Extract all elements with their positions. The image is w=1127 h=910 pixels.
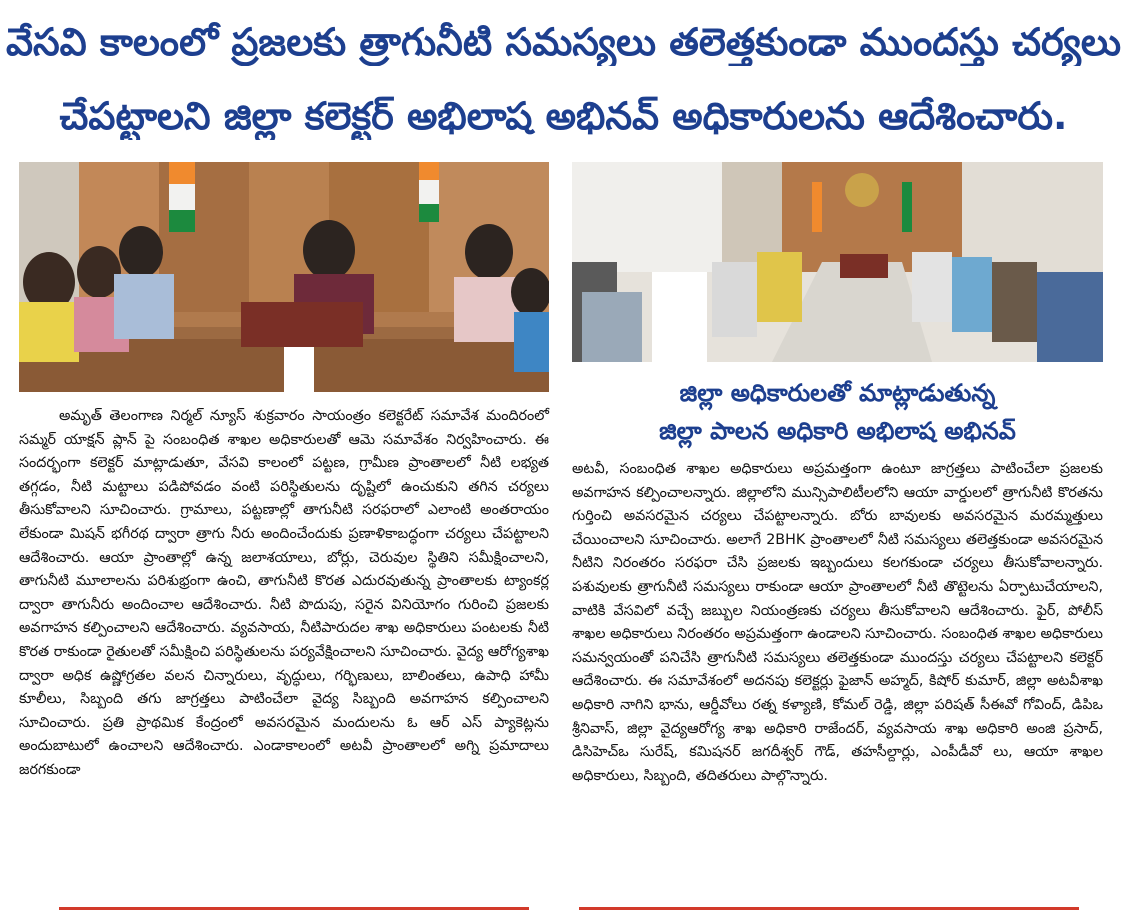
article-right-column <box>572 458 1103 788</box>
headline-line-1: వేసవి కాలంలో ప్రజలకు త్రాగునీటి సమస్యలు తలెత్తకుండా ముందస్తు చర్యలు <box>5 20 1122 64</box>
article-left-column <box>19 405 549 783</box>
headline-line-2: చేపట్టాలని జిల్లా కలెక్టర్ అభిలాష అభినవ్ అధికారులను ఆదేశించారు. <box>59 94 1068 138</box>
article-left-text: అమృత్ తెలంగాణ నిర్మల్ న్యూస్ శుక్రవారం సాయంత్రం కలెక్టరేట్ సమావేశ మందిరంలో సమ్మర్ యాక్షన్ ప్లాన్ పై సంబంధిత శాఖల అధికారులతో ఆమె సమావేశం నిర్వహించారు. ఈ సందర్భంగా కలెక్టర్ మాట్లాడుతూ, వేసవి కాలంలో పట్టణ, గ్రామీణ ప్రాంతాలలో నీటి లభ్యత తగ్గడం, నీటి మట్టాలు పడిపోవడం వంటి పరిస్థితులను దృష్టిలో ఉంచుకుని తగిన చర్యలు తీసుకోవాలని సూచించారు. గ్రామాలు, పట్టణాల్లో తాగునీటి సరఫరాలో ఎలాంటి అంతరాయం లేకుండా మిషన్ భగీరథ ద్వారా త్రాగు నీరు అందించేందుకు ప్రణాళికాబద్ధంగా చర్యలు చేపట్టాలని ఆదేశించారు. ఆయా ప్రాంతాల్లో ఉన్న జలాశయాలు, బోర్లు, చెరువుల స్థితిని సమీక్షించాలని, తాగునీటి మూలాలను పరిశుభ్రంగా ఉంచి, తాగునీటి కొరత ఎదురవుతున్న ప్రాంతాలకు ట్యాంకర్ల ద్వారా తాగునీరు అందించాల ఆదేశించారు. నీటి పొదుపు, సరైన వినియోగం గురించి ప్రజలకు అవగాహన కల్పించాలని ఆదేశించారు. వ్యవసాయ, నీటిపారుదల శాఖ అధికారులు పంటలకు నీటి కొరత రాకుండా రైతులతో సమీక్షించి పరిస్థితులను పర్యవేక్షించాలని సూచించారు. వైద్య ఆరోగ్యశాఖ ద్వారా అధిక ఉష్ణోగ్రతల వలన చిన్నారులు, వృద్ధులు, గర్భిణులు, బాలింతలు, ఉపాధి హామీ కూలీలు, సిబ్బంది తగు జాగ్రత్తలు పాటించేలా వైద్య సిబ్బంది అవగాహన కల్పించాలని సూచించారు. ప్రతి ప్రాథమిక కేంద్రంలో అవసరమైన మందులను ఓ ఆర్ ఎస్ ప్యాకెట్లను అందుబాటులో ఉంచాలని ఆదేశించారు. ఎండాకాలంలో అటవీ ప్రాంతాలలో అగ్ని ప్రమాదాలు జరగకుండా <box>19 408 549 778</box>
meeting-photo-collector-art <box>19 162 549 392</box>
photo-caption-line-1: జిల్లా అధికారులతో మాట్లాడుతున్న <box>679 379 996 407</box>
article-right-text: అటవీ, సంబంధిత శాఖల అధికారులు అప్రమత్తంగా ఉంటూ జాగ్రత్తలు పాటించేలా ప్రజలకు అవగాహన కల్పించాలన్నారు. జిల్లాలోని మున్సిపాలిటీలలోని ఆయా వార్డులలో త్రాగునీటి కొరతను గుర్తించి అవసరమైన చర్యలు చేపట్టాలన్నారు. బోరు బావులకు అవసరమైన మరమ్మత్తులు చేయించాలని సూచించారు. అలాగే 2BHK ప్రాంతాలలో నీటి సమస్యలు తలెత్తకుండా అవసరమైన నీటిని నిరంతరం సరఫరా చేసి ప్రజలకు ఇబ్బందులు కలగకుండా చర్యలు తీసుకోవాలన్నారు. పశువులకు త్రాగునీటి సమస్యలు రాకుండా ఆయా ప్రాంతాలలో నీటి తొట్టెలను ఏర్పాటుచేయాలని, వాటికి వేసవిలో వచ్చే జబ్బుల నియంత్రణకు చర్యలు తీసుకోవాలని ఆదేశించారు. ఫైర్, పోలీస్ శాఖల అధికారులు నిరంతరం అప్రమత్తంగా ఉండాలని సూచించారు. సంబంధిత శాఖల అధికారులు సమన్వయంతో పనిచేసి త్రాగునీటి సమస్యలు తలెత్తకుండా ముందస్తు చర్యలు చేపట్టాలని కలెక్టర్ ఆదేశించారు. ఈ సమావేశంలో అదనపు కలెక్టర్లు ఫైజాన్ అహ్మద్, కిషోర్ కుమార్, జిల్లా అటవీశాఖ అధికారి నాగిని భాను, ఆర్డీవోలు రత్న కళ్యాణి, కోమల్ రెడ్డి, జిల్లా పరిషత్ సీఈవో గోవింద్, డిపిఒ శ్రీనివాస్, జిల్లా వైద్యఆరోగ్య శాఖ అధికారి రాజేందర్, వ్యవసాయ శాఖ అధికారి అంజి ప్రసాద్, డిసిహెచ్ఒ సురేష్, కమిషనర్ జగదీశ్వర్ గౌడ్, తహసీల్దార్లు, ఎంపీడీవో లు, ఆయా శాఖల అధికారులు, సిబ్బంది, తదితరులు పాల్గొన్నారు. <box>572 461 1103 784</box>
meeting-hall-photo-art <box>572 162 1103 362</box>
photo-caption-line-2: జిల్లా పాలన అధికారి అభిలాష అభినవ్ <box>659 417 1016 445</box>
next-headline-cutoff <box>19 898 1103 910</box>
meeting-photo-collector <box>19 162 549 392</box>
cutoff-text-fragment <box>19 901 1103 910</box>
meeting-hall-photo <box>572 162 1103 362</box>
